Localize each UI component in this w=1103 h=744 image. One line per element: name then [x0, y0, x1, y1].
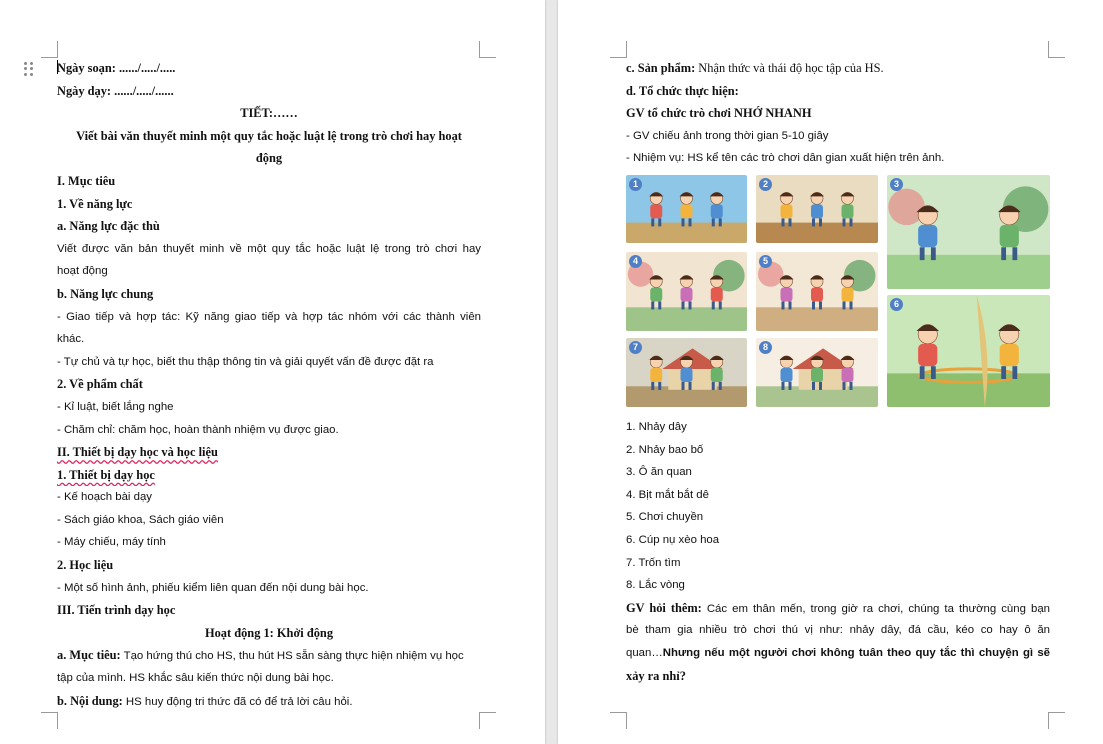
game-illustration-6: [887, 295, 1050, 407]
left-line-11: [57, 283, 481, 306]
line-text: 3. Ô ăn quan: [626, 466, 692, 479]
right-line-4: [626, 125, 1050, 148]
left-line-29: [57, 690, 481, 713]
line-text: Viết được văn bản thuyết minh về một quy tắc hoặc luật lệ trong trò chơi hay: [57, 242, 481, 255]
game-list-item: [626, 529, 1050, 552]
image-number-badge: 7: [629, 341, 642, 354]
left-line-6: [57, 170, 481, 193]
margin-corner-bottom-right: [1048, 712, 1065, 729]
margin-corner-bottom-right: [479, 712, 496, 729]
line-text: d. Tổ chức thực hiện:: [626, 83, 739, 98]
line-text: 1. Nhảy dây: [626, 420, 687, 433]
line-text: Nhận thức và thái độ học tập của HS.: [695, 61, 884, 75]
game-illustration-4: [626, 252, 747, 331]
left-line-22: [57, 531, 481, 554]
left-line-15: [57, 373, 481, 396]
line-text: Ngày dạy: ....../...../......: [57, 83, 174, 98]
right-line-2: [626, 80, 1050, 103]
game-illustration-7: [626, 338, 747, 407]
left-line-10: [57, 260, 481, 283]
line-text: quan…: [626, 646, 663, 659]
left-line-24: [57, 577, 481, 600]
line-text: TIẾT:……: [240, 106, 298, 121]
left-line-19: [57, 464, 481, 487]
line-text: HS huy động tri thức đã có để trả lời câu hỏi.: [122, 695, 353, 708]
line-text: GV tổ chức trò chơi NHỚ NHANH: [626, 106, 812, 121]
line-text: 2. Nhảy bao bố: [626, 443, 704, 456]
line-text: khác.: [57, 333, 85, 346]
left-line-16: [57, 396, 481, 419]
left-line-2: [57, 80, 481, 103]
line-text: - Sách giáo khoa, Sách giáo viên: [57, 513, 224, 526]
image-number-badge: 1: [629, 178, 642, 191]
right-line-3: [626, 102, 1050, 125]
line-text: II. Thiết bị dạy học và học liệu: [57, 445, 218, 460]
closing-line-3: [626, 642, 1050, 665]
left-line-7: [57, 193, 481, 216]
line-text: Ngày soạn: ....../...../.....: [57, 61, 176, 75]
line-text: 1. Thiết bị dạy học: [57, 467, 155, 482]
line-text: Viết bài văn thuyết minh một quy tắc hoặc luật lệ trong trò chơi hay hoạt: [76, 128, 462, 143]
margin-corner-top-left: [41, 41, 58, 58]
line-text: Hoạt động 1: Khởi động: [204, 625, 334, 640]
line-text: 2. Học liệu: [57, 558, 114, 573]
line-text: - GV chiếu ảnh trong thời gian 5-10 giây: [626, 129, 829, 142]
line-text: 8. Lắc vòng: [626, 579, 685, 592]
line-label: GV hỏi thêm:: [626, 600, 702, 615]
game-illustration-5: [756, 252, 878, 331]
left-line-14: [57, 351, 481, 374]
line-text: I. Mục tiêu: [57, 173, 116, 188]
line-text: 1. Về năng lực: [57, 196, 133, 211]
game-illustration-3: [887, 175, 1050, 289]
line-text: b. Năng lực chung: [57, 286, 154, 301]
game-illustration-1: [626, 175, 747, 243]
line-text: a. Năng lực đặc thù: [57, 219, 160, 234]
line-text: xảy ra nhỉ?: [626, 668, 686, 683]
line-text: 6. Cúp nụ xèo hoa: [626, 533, 720, 546]
line-text: - Kế hoạch bài dạy: [57, 491, 152, 504]
right-line-1: [626, 57, 1050, 80]
line-text: Các em thân mến, trong giờ ra chơi, chúng ta thường cùng bạn: [701, 602, 1050, 615]
image-number-badge: 6: [890, 298, 903, 311]
image-number-badge: 2: [759, 178, 772, 191]
closing-line-4: [626, 665, 1050, 688]
line-text: III. Tiến trình dạy học: [57, 603, 176, 618]
line-bold-text: Nhưng nếu một người chơi không tuân theo quy tắc thì chuyện gì sẽ: [662, 646, 1050, 659]
line-text: - Chăm chỉ: chăm học, hoàn thành nhiệm vụ được giao.: [57, 423, 339, 436]
line-text: - Kỉ luật, biết lắng nghe: [57, 400, 174, 413]
left-line-28: [57, 667, 481, 690]
game-list-item: [626, 552, 1050, 575]
left-line-27: [57, 644, 481, 667]
paragraph-drag-handle-icon[interactable]: [24, 62, 34, 76]
image-number-badge: 3: [890, 178, 903, 191]
margin-corner-bottom-left: [41, 712, 58, 729]
game-list-item: [626, 461, 1050, 484]
line-text: động: [255, 151, 283, 166]
left-line-8: [57, 215, 481, 238]
game-list-item: [626, 574, 1050, 597]
right-page-text[interactable]: [626, 57, 1050, 687]
margin-corner-top-right: [1048, 41, 1065, 58]
left-line-12: [57, 306, 481, 329]
image-number-badge: 4: [629, 255, 642, 268]
folk-games-image-grid: [626, 175, 1050, 411]
margin-corner-bottom-left: [610, 712, 627, 729]
line-text: 4. Bịt mắt bắt dê: [626, 488, 709, 501]
game-list-item: [626, 416, 1050, 439]
line-text: - Giao tiếp và hợp tác: Kỹ năng giao tiếp và hợp tác nhóm với các thành viên: [57, 310, 481, 323]
line-text: bè tham gia nhiều trò chơi thú vị như: nhảy dây, đá cầu, kéo co hay ô ăn: [626, 624, 1050, 637]
game-list-item: [626, 439, 1050, 462]
left-line-20: [57, 486, 481, 509]
line-text: Tạo hứng thú cho HS, thu hút HS sẵn sàng thực hiện nhiệm vụ học: [120, 650, 464, 663]
game-list-item: [626, 506, 1050, 529]
line-text: 5. Chơi chuyền: [626, 511, 704, 524]
left-page-text[interactable]: [57, 57, 481, 712]
left-line-5: [57, 147, 481, 170]
left-line-18: [57, 441, 481, 464]
line-label: a. Mục tiêu:: [57, 648, 121, 663]
right-line-5: [626, 147, 1050, 170]
left-line-4: [57, 125, 481, 148]
game-list-item: [626, 484, 1050, 507]
closing-line-2: [626, 619, 1050, 642]
line-text: 7. Trốn tìm: [626, 556, 681, 569]
line-text: - Máy chiếu, máy tính: [57, 536, 166, 549]
margin-corner-top-left: [610, 41, 627, 58]
left-line-21: [57, 509, 481, 532]
line-text: 2. Về phẩm chất: [57, 377, 143, 392]
closing-line-1: [626, 597, 1050, 620]
left-line-17: [57, 419, 481, 442]
left-line-3: [57, 102, 481, 125]
game-illustration-8: [756, 338, 878, 407]
image-number-badge: 5: [759, 255, 772, 268]
left-line-26: [57, 622, 481, 645]
margin-corner-top-right: [479, 41, 496, 58]
line-text: - Tự chủ và tự học, biết thu thập thông tin và giải quyết vấn đề được đặt ra: [57, 355, 434, 368]
line-text: tập của mình. HS khắc sâu kiến thức nội dung bài học.: [57, 672, 334, 685]
line-text: - Một số hình ảnh, phiếu kiểm liên quan đến nội dung bài học.: [57, 581, 369, 594]
left-line-25: [57, 599, 481, 622]
game-illustration-2: [756, 175, 878, 243]
left-line-1: [57, 57, 481, 80]
line-text: - Nhiệm vụ: HS kể tên các trò chơi dân gian xuất hiện trên ảnh.: [626, 152, 945, 165]
left-line-23: [57, 554, 481, 577]
image-number-badge: 8: [759, 341, 772, 354]
line-label: c. Sản phẩm:: [626, 61, 696, 75]
left-line-13: [57, 328, 481, 351]
line-label: b. Nội dung:: [57, 693, 123, 708]
left-line-9: [57, 238, 481, 261]
line-text: hoạt động: [57, 265, 108, 278]
